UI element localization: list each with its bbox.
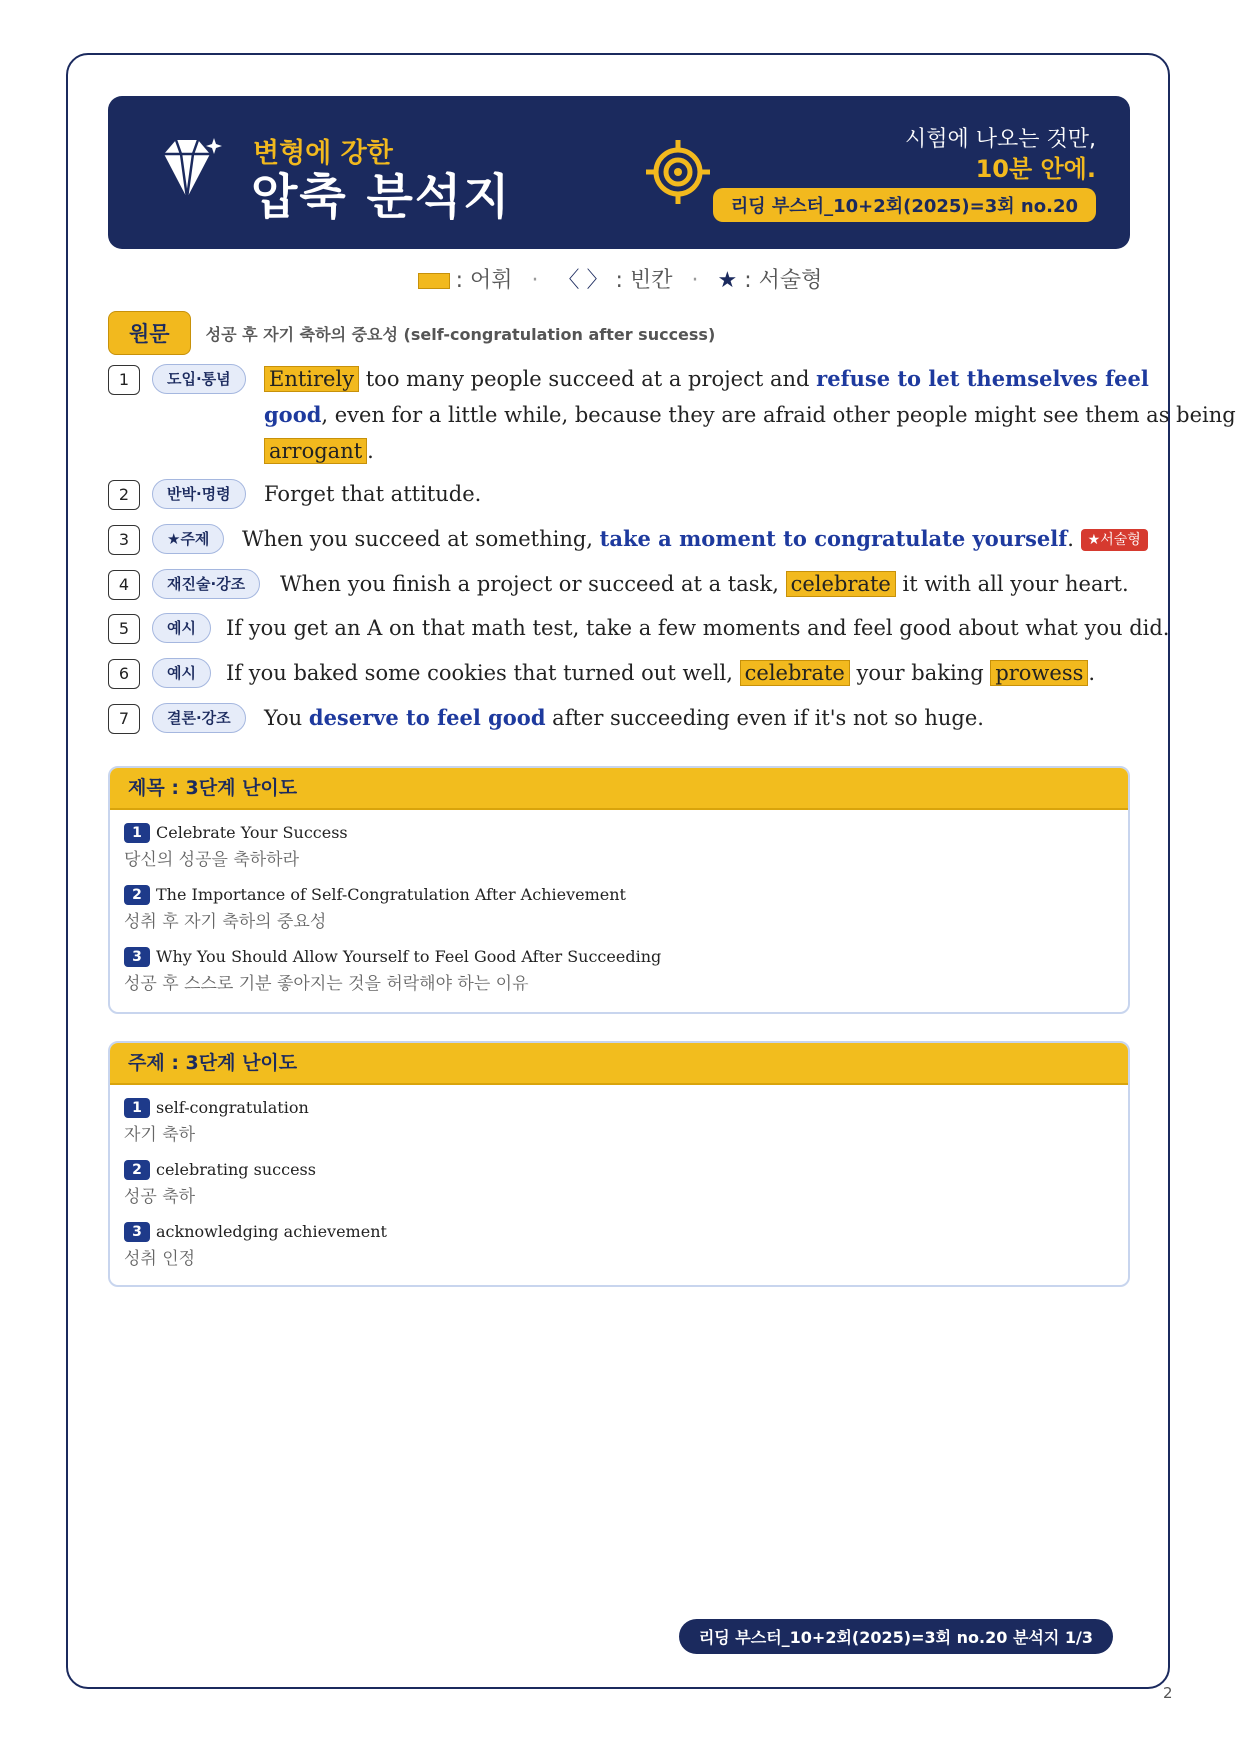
option-number: 2: [124, 885, 150, 905]
sentence-number: 3: [108, 525, 140, 555]
vocab-highlight: celebrate: [740, 660, 850, 686]
sentence-1: [108, 361, 1236, 471]
option-number: 2: [124, 1160, 150, 1180]
option-korean: 자기 축하: [124, 1124, 196, 1145]
option-korean: 성공 후 스스로 기분 좋아지는 것을 허락해야 하는 이유: [124, 973, 529, 994]
header-subtitle: 변형에 강한: [253, 138, 393, 169]
option-english: The Importance of Self-Congratulation After Achievement: [156, 885, 626, 904]
key-phrase: take a moment to congratulate yourself: [599, 526, 1068, 551]
legend-vocab: : 어휘: [455, 268, 513, 293]
theme-option-3: [124, 1221, 387, 1269]
sentence-number: 5: [108, 614, 140, 644]
essay-badge: ★서술형: [1081, 529, 1148, 551]
sentence-number: 2: [108, 480, 140, 510]
option-number: 1: [124, 1098, 150, 1118]
vocab-highlight: Entirely: [264, 366, 359, 392]
legend-separator: ·: [691, 268, 699, 293]
option-english: Celebrate Your Success: [156, 823, 348, 842]
sentence-role: 결론·강조: [152, 703, 246, 733]
title-box-heading: 제목 : 3단계 난이도: [110, 768, 1128, 810]
theme-option-1: [124, 1097, 309, 1145]
sentence-3: [108, 521, 1141, 557]
title-options-box: [108, 766, 1130, 1014]
option-english: Why You Should Allow Yourself to Feel Good After Succeeding: [156, 947, 662, 966]
sentence-text: it with all your heart.: [895, 572, 1129, 596]
option-english: celebrating success: [156, 1160, 316, 1179]
sentence-role: 예시: [152, 658, 211, 688]
header-banner: [108, 96, 1130, 249]
sentence-5: [108, 610, 1170, 646]
option-korean: 성취 후 자기 축하의 중요성: [124, 911, 327, 932]
theme-options-box: [108, 1041, 1130, 1287]
diamond-icon: [156, 136, 222, 202]
sentence-text: after succeeding even if it's not so huge.: [545, 706, 984, 730]
sentence-number: 6: [108, 659, 140, 689]
theme-option-2: [124, 1159, 316, 1207]
header-title: 압축 분석지: [251, 169, 512, 225]
sentence-2: [108, 476, 1138, 512]
title-option-3: [124, 946, 661, 994]
sentence-number: 4: [108, 570, 140, 600]
sentence-role: 도입·통념: [152, 364, 246, 394]
sentence-text: You: [264, 706, 309, 730]
option-korean: 성취 인정: [124, 1248, 196, 1269]
sentence-text: When you succeed at something,: [242, 527, 600, 551]
option-korean: 성공 축하: [124, 1186, 196, 1207]
sentence-text: .: [1067, 527, 1074, 551]
vocab-swatch: [418, 273, 450, 289]
theme-box-heading: 주제 : 3단계 난이도: [110, 1043, 1128, 1085]
legend-separator: ·: [531, 268, 539, 293]
footer-label: 리딩 부스터_10+2회(2025)=3회 no.20 분석지 1/3: [679, 1619, 1113, 1654]
star-icon: ★: [717, 268, 738, 293]
original-section-header: [108, 311, 715, 351]
sentence-number: 1: [108, 365, 140, 395]
original-description: 성공 후 자기 축하의 중요성 (self-congratulation after success): [205, 324, 716, 344]
original-label: 원문: [108, 311, 191, 355]
option-number: 3: [124, 1222, 150, 1242]
legend: [0, 263, 1240, 294]
sentence-text: If you baked some cookies that turned out well,: [226, 661, 740, 685]
vocab-highlight: celebrate: [786, 571, 896, 597]
sentence-6: [108, 655, 1138, 691]
sentence-text: your baking: [849, 661, 991, 685]
option-english: acknowledging achievement: [156, 1222, 387, 1241]
key-phrase: deserve to feel good: [308, 705, 546, 730]
sentence-text: .: [367, 439, 374, 463]
target-icon: [646, 140, 710, 204]
sentence-text: .: [1088, 661, 1096, 685]
sentence-4: [108, 566, 1138, 602]
sentence-text: , even for a little while, because they are afraid other people might see them as being: [321, 403, 1236, 427]
legend-essay: : 서술형: [744, 268, 823, 293]
sentence-7: [108, 700, 1138, 736]
option-number: 1: [124, 823, 150, 843]
legend-blank: : 빈칸: [615, 268, 673, 293]
header-code-badge: 리딩 부스터_10+2회(2025)=3회 no.20: [713, 188, 1096, 222]
sentence-text: Forget that attitude.: [264, 482, 482, 506]
sentence-role: 재진술·강조: [152, 569, 260, 599]
blank-bracket-icon: 〈 〉: [557, 268, 609, 293]
vocab-highlight: arrogant: [264, 438, 367, 464]
sentence-role: 반박·명령: [152, 479, 246, 509]
option-english: self-congratulation: [156, 1098, 309, 1117]
page-number: 2: [1163, 1684, 1173, 1702]
title-option-2: [124, 884, 626, 932]
key-phrase: good: [264, 402, 322, 427]
option-korean: 당신의 성공을 축하하라: [124, 849, 300, 870]
header-tagline-1: 시험에 나오는 것만,: [905, 127, 1096, 152]
title-option-1: [124, 822, 348, 870]
sentence-text: When you finish a project or succeed at a task,: [280, 572, 786, 596]
sentence-text: too many people succeed at a project and: [359, 367, 817, 391]
sentence-role: ★주제: [152, 524, 224, 554]
option-number: 3: [124, 947, 150, 967]
vocab-highlight: prowess: [990, 660, 1088, 686]
sentence-number: 7: [108, 704, 140, 734]
key-phrase: refuse to let themselves feel: [816, 366, 1149, 391]
sentence-text: If you get an A on that math test, take a few moments and feel good about what you did.: [226, 616, 1170, 640]
sentence-role: 예시: [152, 613, 211, 643]
header-tagline-2: 10분 안에.: [975, 155, 1096, 183]
